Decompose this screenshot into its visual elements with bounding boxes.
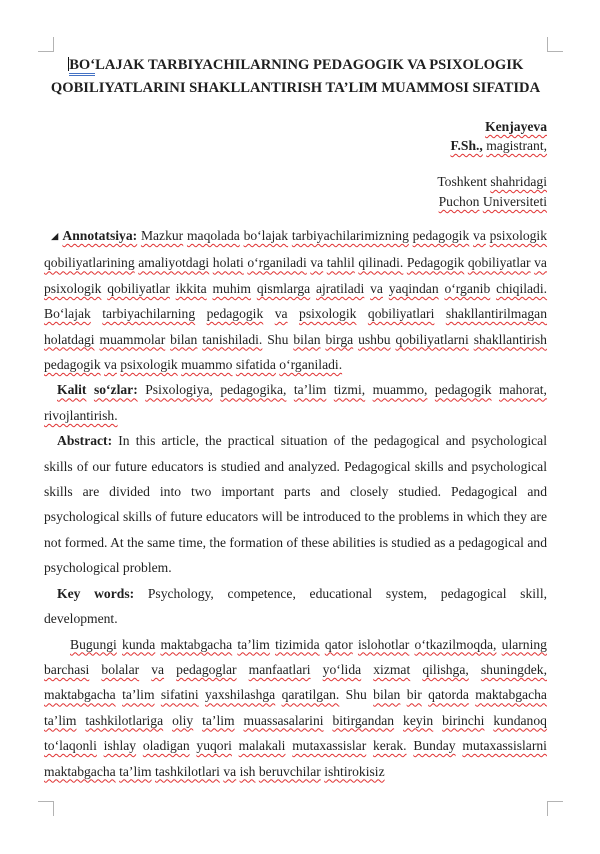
- body-paragraph-1[interactable]: Bugungi kunda maktabgacha ta’lim tizimida qator islohotlar o‘tkazilmoqda, ularning barchasi bolalar va pedagoglar manfaatlari yo‘lida xizmat qilishga, shuningdek, maktabgacha ta’lim sifatini yaxshilashga qaratilgan. Shu bilan bir qatorda maktabgacha ta’lim tashkilotlariga oliy ta’lim muassasalarini bitirgandan keyin birinchi kundanoq to‘laqonli ishlay oladigan yuqori malakali mutaxassislar kerak. Bunday mutaxassislarni maktabgacha ta’lim tashkilotlari va ish beruvchilar ishtirokisiz: [44, 636, 547, 779]
- annotation-paragraph[interactable]: ◢ Annotatsiya: Mazkur maqolada bo‘lajak tarbiyachilarimizning pedagogik va psixologik qobiliyatlarining amaliyotdagi holati o‘rganiladi va tahlil qilinadi. Pedagogik qobiliyatlar va psixologik qobiliyatlar ikkita muhim qismlarga ajratiladi va yaqindan o‘rganib chiqiladi. Bo‘lajak tarbiyachilarning pedagogik va psixologik qobiliyatlari shakllantirilmagan holatdagi muammolar bilan tanishiladi. Shu bilan birga ushbu qobiliyatlarni shakllantirish pedagogik va psixologik muammo sifatida o‘rganiladi.: [44, 228, 548, 373]
- document-text[interactable]: [44, 0, 547, 784]
- affiliation-university[interactable]: Puchon Universiteti: [438, 194, 547, 209]
- keywords-en-paragraph[interactable]: Key words: Psychology, competence, educational system, pedagogical skill, development.: [44, 585, 547, 627]
- author-name[interactable]: Kenjayeva: [485, 119, 547, 134]
- margin-crop-mark-bottom-left: [38, 801, 54, 816]
- paragraph-marker-icon: ◢: [51, 230, 59, 242]
- abstract-paragraph[interactable]: Abstract: In this article, the practical situation of the pedagogical and psychological skills of our future educators is studied and analyzed. Pedagogical skills and psychological skills are divided into two important parts and closely studied. Pedagogical and psychological skills of future educators will be introduced to the problems in which they are not formed. At the same time, the formation of these abilities is studied as a pedagogical and psychological problem.: [44, 433, 547, 576]
- keywords-uz-paragraph[interactable]: Kalit so‘zlar: Psixologiya, pedagogika, ta’lim tizmi, muammo, pedagogik mahorat, rivojlantirish.: [44, 382, 547, 423]
- article-title[interactable]: BO‘LAJAK TARBIYACHILARNING PEDAGOGIK VA PSIXOLOGIK QOBILIYATLARINI SHAKLLANTIRISH TA’LIM MUAMMOSI SIFATIDA: [50, 57, 541, 96]
- affiliation-city[interactable]: Toshkent shahridagi: [437, 174, 547, 189]
- author-degree[interactable]: F.Sh., magistrant,: [450, 138, 547, 153]
- margin-crop-mark-top-right: [547, 37, 563, 52]
- margin-crop-mark-bottom-right: [547, 801, 563, 816]
